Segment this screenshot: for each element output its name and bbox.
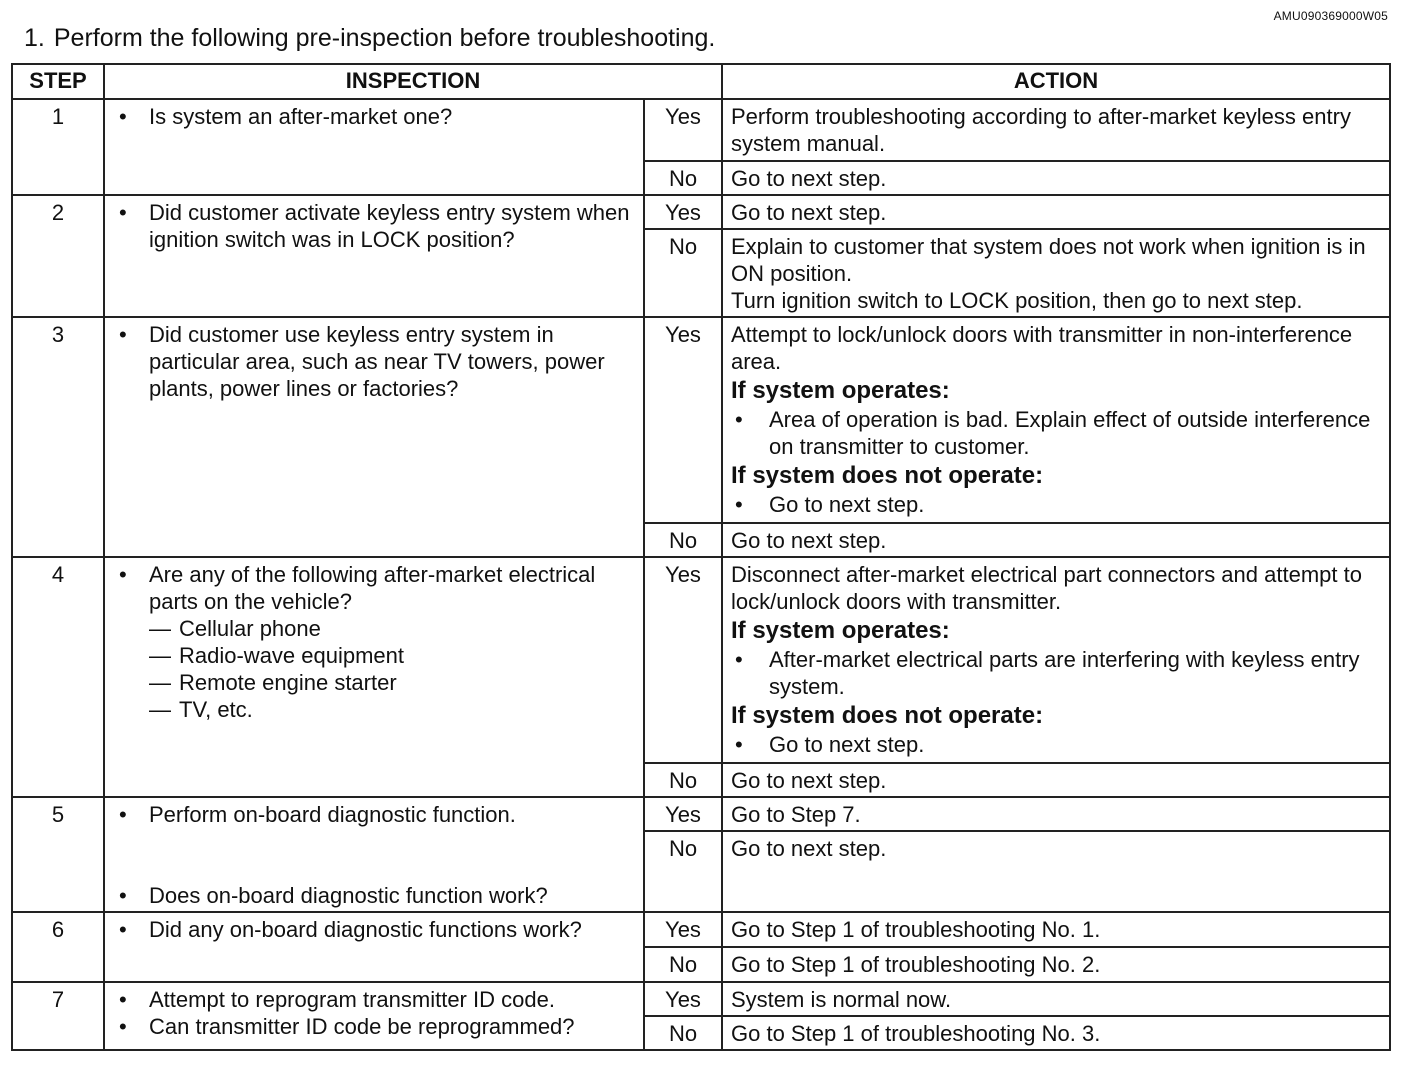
header-row bbox=[12, 64, 1390, 99]
bullet-item bbox=[119, 801, 635, 828]
header-step: STEP bbox=[12, 64, 104, 99]
pre-inspection-table bbox=[11, 63, 1391, 1051]
bullet-item bbox=[119, 916, 635, 943]
answer-no: No bbox=[644, 763, 722, 797]
bullet-item bbox=[731, 491, 1381, 518]
answer-no: No bbox=[644, 523, 722, 557]
inspection-text: Can transmitter ID code be reprogrammed? bbox=[149, 1014, 575, 1039]
document-id: AMU090369000W05 bbox=[1273, 9, 1388, 23]
action-yes: Go to Step 1 of troubleshooting No. 1. bbox=[722, 912, 1390, 947]
bullet-item bbox=[119, 561, 635, 615]
action-yes: System is normal now. bbox=[722, 982, 1390, 1016]
step-number: 1 bbox=[12, 99, 104, 195]
action-line: Turn ignition switch to LOCK position, then go to next step. bbox=[731, 288, 1303, 313]
answer-yes: Yes bbox=[644, 912, 722, 947]
bullet-icon: • bbox=[119, 802, 127, 827]
sub-item bbox=[119, 615, 635, 642]
table-row bbox=[12, 99, 1390, 161]
answer-yes: Yes bbox=[644, 195, 722, 229]
bullet-item bbox=[119, 882, 635, 909]
answer-no: No bbox=[644, 229, 722, 317]
dash-icon: — bbox=[149, 697, 171, 722]
answer-yes: Yes bbox=[644, 982, 722, 1016]
inspection-cell bbox=[104, 797, 644, 912]
table-row bbox=[12, 982, 1390, 1016]
inspection-text: Are any of the following after-market electrical parts on the vehicle? bbox=[149, 562, 596, 614]
bullet-icon: • bbox=[735, 732, 743, 757]
bullet-item bbox=[731, 731, 1381, 758]
sub-item-text: Radio-wave equipment bbox=[179, 643, 405, 668]
bullet-icon: • bbox=[735, 647, 743, 672]
dash-icon: — bbox=[149, 670, 171, 695]
action-yes bbox=[722, 557, 1390, 763]
action-yes: Go to next step. bbox=[722, 195, 1390, 229]
action-yes: Go to Step 7. bbox=[722, 797, 1390, 831]
table-row bbox=[12, 195, 1390, 229]
bullet-icon: • bbox=[119, 883, 127, 908]
answer-no: No bbox=[644, 161, 722, 195]
operates-heading: If system operates: bbox=[731, 377, 950, 404]
header-action: ACTION bbox=[722, 64, 1390, 99]
bullet-text: Go to next step. bbox=[769, 732, 925, 757]
not-operates-heading: If system does not operate: bbox=[731, 702, 1044, 729]
action-no: Go to Step 1 of troubleshooting No. 3. bbox=[722, 1016, 1390, 1050]
action-yes: Perform troubleshooting according to after-market keyless entry system manual. bbox=[722, 99, 1390, 161]
bullet-item bbox=[731, 406, 1381, 460]
bullet-icon: • bbox=[119, 104, 127, 129]
step-number: 7 bbox=[12, 982, 104, 1050]
table-row bbox=[12, 797, 1390, 831]
action-text: Attempt to lock/unlock doors with transmitter in non-interference area. bbox=[731, 322, 1353, 374]
bullet-text: After-market electrical parts are interfering with keyless entry system. bbox=[769, 647, 1360, 699]
dash-icon: — bbox=[149, 616, 171, 641]
bullet-icon: • bbox=[119, 917, 127, 942]
table-row bbox=[12, 317, 1390, 523]
bullet-item bbox=[119, 1013, 635, 1040]
bullet-icon: • bbox=[735, 407, 743, 432]
operates-heading: If system operates: bbox=[731, 617, 950, 644]
spacer bbox=[119, 828, 635, 882]
bullet-icon: • bbox=[735, 492, 743, 517]
action-no: Go to Step 1 of troubleshooting No. 2. bbox=[722, 947, 1390, 982]
inspection-text: Did customer use keyless entry system in particular area, such as near TV towers, power plants, power lines or factories? bbox=[149, 322, 605, 401]
inspection-cell bbox=[104, 557, 644, 797]
bullet-icon: • bbox=[119, 322, 127, 347]
step-number: 5 bbox=[12, 797, 104, 912]
bullet-text: Area of operation is bad. Explain effect of outside interference on transmitter to customer. bbox=[769, 407, 1371, 459]
sub-item bbox=[119, 696, 635, 723]
title-number: 1. bbox=[24, 24, 45, 52]
answer-no: No bbox=[644, 947, 722, 982]
bullet-item bbox=[119, 103, 635, 130]
bullet-icon: • bbox=[119, 1014, 127, 1039]
bullet-icon: • bbox=[119, 562, 127, 587]
answer-yes: Yes bbox=[644, 317, 722, 523]
bullet-item bbox=[119, 199, 635, 253]
inspection-cell bbox=[104, 317, 644, 557]
action-no: Go to next step. bbox=[722, 523, 1390, 557]
sub-item-text: Cellular phone bbox=[179, 616, 321, 641]
header-inspection: INSPECTION bbox=[104, 64, 722, 99]
step-number: 3 bbox=[12, 317, 104, 557]
bullet-icon: • bbox=[119, 987, 127, 1012]
action-yes bbox=[722, 317, 1390, 523]
action-no bbox=[722, 229, 1390, 317]
table-row bbox=[12, 557, 1390, 763]
bullet-icon: • bbox=[119, 200, 127, 225]
answer-no: No bbox=[644, 1016, 722, 1050]
bullet-text: Go to next step. bbox=[769, 492, 925, 517]
inspection-cell bbox=[104, 912, 644, 982]
answer-yes: Yes bbox=[644, 797, 722, 831]
inspection-text: Perform on-board diagnostic function. bbox=[149, 802, 516, 827]
page-title bbox=[24, 24, 715, 53]
action-text: Disconnect after-market electrical part connectors and attempt to lock/unlock doors with transmitter. bbox=[731, 562, 1362, 614]
sub-item-text: Remote engine starter bbox=[179, 670, 397, 695]
inspection-text: Is system an after-market one? bbox=[149, 104, 453, 129]
bullet-item bbox=[731, 646, 1381, 700]
inspection-text: Did any on-board diagnostic functions work? bbox=[149, 917, 582, 942]
action-no: Go to next step. bbox=[722, 831, 1390, 912]
inspection-cell bbox=[104, 982, 644, 1050]
action-line: Explain to customer that system does not work when ignition is in ON position. bbox=[731, 234, 1366, 286]
title-text: Perform the following pre-inspection before troubleshooting. bbox=[53, 24, 716, 52]
inspection-text: Attempt to reprogram transmitter ID code. bbox=[149, 987, 555, 1012]
step-number: 4 bbox=[12, 557, 104, 797]
answer-yes: Yes bbox=[644, 557, 722, 763]
sub-item bbox=[119, 642, 635, 669]
inspection-text: Does on-board diagnostic function work? bbox=[149, 883, 548, 908]
bullet-item bbox=[119, 986, 635, 1013]
not-operates-heading: If system does not operate: bbox=[731, 462, 1044, 489]
table-row bbox=[12, 912, 1390, 947]
action-no: Go to next step. bbox=[722, 161, 1390, 195]
inspection-cell bbox=[104, 99, 644, 195]
step-number: 2 bbox=[12, 195, 104, 317]
answer-yes: Yes bbox=[644, 99, 722, 161]
sub-item-text: TV, etc. bbox=[179, 697, 253, 722]
bullet-item bbox=[119, 321, 635, 402]
sub-item bbox=[119, 669, 635, 696]
inspection-text: Did customer activate keyless entry system when ignition switch was in LOCK position? bbox=[149, 200, 630, 252]
inspection-cell bbox=[104, 195, 644, 317]
step-number: 6 bbox=[12, 912, 104, 982]
action-no: Go to next step. bbox=[722, 763, 1390, 797]
answer-no: No bbox=[644, 831, 722, 912]
dash-icon: — bbox=[149, 643, 171, 668]
